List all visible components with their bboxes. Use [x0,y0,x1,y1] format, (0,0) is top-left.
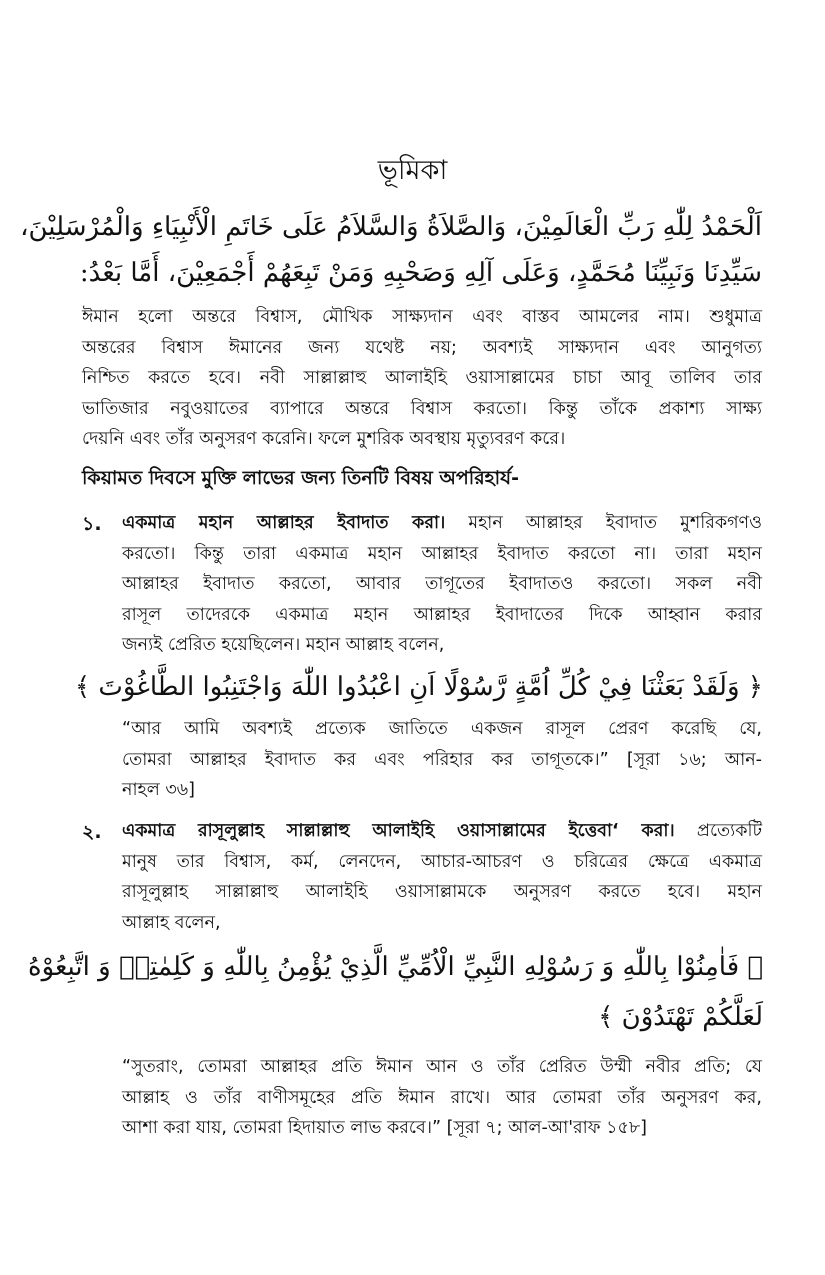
item-first-line [122,816,762,847]
item-line: রাসূল তাদেরকে একমাত্র মহান আল্লাহর ইবাদাতের দিকে আহ্বান করার [122,604,762,625]
intro-line: নিশ্চিত করতে হবে। নবী সাল্লাল্লাহু আলাইহি ওয়াসাল্লামের চাচা আবূ তালিব তার [82,368,762,388]
intro-line: ভাতিজার নবুওয়াতের ব্যাপারে অন্তরে বিশ্বাস করতো। কিন্তু তাঁকে প্রকাশ্য সাক্ষ্য [82,398,762,419]
item-number: ১. [82,513,102,535]
item-line: আল্লাহ বলেন, [122,912,221,933]
translation-line: আল্লাহ ও তাঁর বাণীসমূহের প্রতি ঈমান রাখে। আর তোমরা তাঁর অনুসরণ কর, [122,1087,762,1108]
intro-line: অন্তরের বিশ্বাস ঈমানের জন্য যথেষ্ট নয়; অবশ্যই সাক্ষ্যদান এবং আনুগত্য [82,337,762,358]
intro-line: দেয়নি এবং তাঁর অনুসরণ করেনি। ফলে মুশরিক অবস্থায় মৃত্যুবরণ করে। [82,429,566,449]
item-line: রাসূলুল্লাহ সাল্লাল্লাহু আলাইহি ওয়াসাল্লামকে অনুসরণ করতে হবে। মহান [122,882,762,902]
intro-paragraph [82,302,762,455]
item-line: আল্লাহর ইবাদাত করতো, আবার তাগূতের ইবাদাতও করতো। সকল নবী [122,574,762,594]
quran-ayah: لَعَلَّكُمْ تَهْتَدُوْنَ ﴾ [598,1002,763,1032]
translation-line: “সুতরাং, তোমরা আল্লাহর প্রতি ঈমান আন ও তাঁর প্রেরিত উম্মী নবীর প্রতি; যে [122,1057,762,1077]
page-title: ভূমিকা [377,155,448,186]
translation-line: তোমরা আল্লাহর ইবাদাত কর এবং পরিহার কর তাগূতকে।” [সূরা ১৬; আন- [122,749,762,770]
item-number: ২. [82,821,102,843]
item-line: মানুষ তার বিশ্বাস, কর্ম, লেনদেন, আচার-আচরণ ও চরিত্রের ক্ষেত্রে একমাত্র [122,851,762,872]
quran-ayah: ﴿ وَلَقَدْ بَعَثْنَا فِيْ كُلِّ اُمَّةٍ رَّسُوْلًا اَنِ اعْبُدُوا اللّٰهَ وَاجْتَنِبُوا الطَّاغُوْتَ ﴾ [74,672,763,702]
translation-line: আশা করা যায়, তোমরা হিদায়াত লাভ করবে।” [সূরা ৭; আল-আ'রাফ ১৫৮] [122,1118,648,1138]
item-1-body [122,508,762,661]
item-1-translation [122,714,762,806]
item-bold-heading: একমাত্র রাসূলুল্লাহ সাল্লাল্লাহু আলাইহি ওয়াসাল্লামের ইত্তেবা‘ করা। [122,821,675,841]
item-line: করতো। কিন্তু তারা একমাত্র মহান আল্লাহর ইবাদাত করতো না। তারা মহান [122,543,762,564]
quran-ayah: ﴿ فَاٰمِنُوْا بِاللّٰهِ وَ رَسُوْلِهِ النَّبِيِّ الْاُمِّيِّ الَّذِيْ يُؤْمِنُ بِاللّٰهِ وَ كَلِمٰتِهٖ وَ اتَّبِعُوْهُ [27,952,763,982]
translation-line: “আর আমি অবশ্যই প্রত্যেক জাতিতে একজন রাসূল প্রেরণ করেছি যে, [122,719,762,739]
opening-arabic-line-2: سَيِّدِنَا وَنَبِيِّنَا مُحَمَّدٍ، وَعَلَى آلِهِ وَصَحْبِهِ وَمَنْ تَبِعَهُمْ أَجْمَعِيْنَ، أَمَّا بَعْدُ: [79,258,762,288]
section-heading: কিয়ামত দিবসে মুক্তি লাভের জন্য তিনটি বিষয় অপরিহার্য- [82,467,519,489]
item-line: মহান আল্লাহর ইবাদাত মুশরিকগণও [445,513,763,533]
intro-line: ঈমান হলো অন্তরে বিশ্বাস, মৌখিক সাক্ষ্যদান এবং বাস্তব আমলের নাম। শুধুমাত্র [82,307,762,327]
item-bold-heading: একমাত্র মহান আল্লাহর ইবাদাত করা। [122,513,446,533]
item-2-translation [122,1052,762,1144]
opening-arabic-line-1: اَلْحَمْدُ لِلّٰهِ رَبِّ الْعَالَمِيْنَ، وَالصَّلاَةُ وَالسَّلاَمُ عَلَى خَاتَمِ الْأَنْبِيَاءِ وَالْمُرْسَلِيْنَ، [20,212,762,242]
item-line: জন্যই প্রেরিত হয়েছিলেন। মহান আল্লাহ বলেন, [122,635,445,655]
translation-line: নাহল ৩৬] [122,780,195,800]
item-line: প্রত্যেকটি [674,821,762,841]
item-2-body [122,816,762,938]
item-first-line [122,508,762,539]
